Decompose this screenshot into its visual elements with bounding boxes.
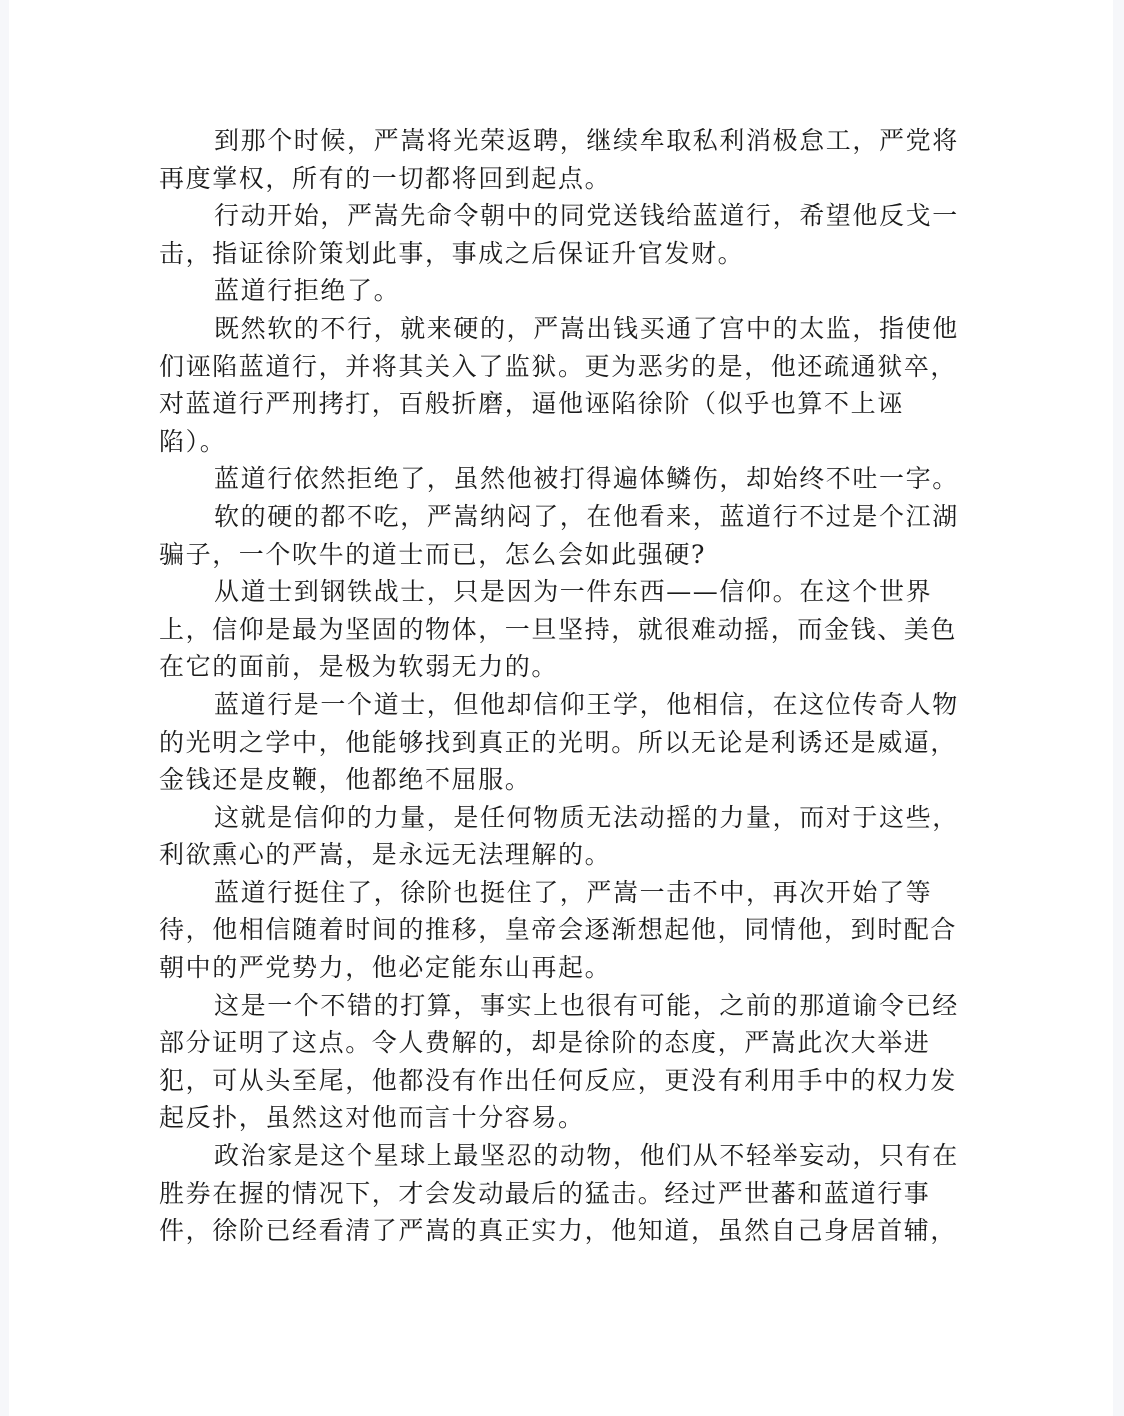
paragraph bbox=[159, 310, 983, 460]
paragraph bbox=[159, 686, 983, 799]
paragraph bbox=[159, 498, 983, 573]
text-line: 件，徐阶已经看清了严嵩的真正实力，他知道，虽然自己身居首辅， bbox=[159, 1216, 958, 1246]
paragraph bbox=[159, 799, 983, 874]
text-line: 部分证明了这点。令人费解的，却是徐阶的态度，严嵩此次大举进 bbox=[159, 1028, 931, 1058]
paragraph bbox=[159, 122, 983, 197]
paragraph bbox=[159, 987, 983, 1137]
text-line: 蓝道行是一个道士，但他却信仰王学，他相信，在这位传奇人物 bbox=[214, 689, 959, 719]
text-line: 蓝道行挺住了，徐阶也挺住了，严嵩一击不中，再次开始了等 bbox=[214, 877, 933, 907]
paragraph bbox=[159, 1137, 983, 1250]
text-line: 这是一个不错的打算，事实上也很有可能，之前的那道谕令已经 bbox=[214, 990, 959, 1020]
text-line: 软的硬的都不吃，严嵩纳闷了，在他看来，蓝道行不过是个江湖 bbox=[214, 501, 959, 531]
text-line: 朝中的严党势力，他必定能东山再起。 bbox=[159, 953, 612, 983]
paragraph bbox=[159, 573, 983, 686]
text-line: 们诬陷蓝道行，并将其关入了监狱。更为恶劣的是，他还疏通狱卒， bbox=[159, 351, 958, 381]
page-sheet bbox=[9, 0, 1113, 1416]
text-line: 上，信仰是最为坚固的物体，一旦坚持，就很难动摇，而金钱、美色 bbox=[159, 614, 958, 644]
text-line: 到那个时候，严嵩将光荣返聘，继续牟取私利消极怠工，严党将 bbox=[214, 126, 959, 155]
text-line: 蓝道行拒绝了。 bbox=[214, 276, 401, 306]
text-line: 骗子，一个吹牛的道士而已，怎么会如此强硬? bbox=[159, 539, 707, 569]
text-line: 胜券在握的情况下，才会发动最后的猛击。经过严世蕃和蓝道行事 bbox=[159, 1178, 931, 1208]
text-line: 行动开始，严嵩先命令朝中的同党送钱给蓝道行，希望他反戈一 bbox=[214, 201, 959, 231]
text-line: 犯，可从头至尾，他都没有作出任何反应，更没有利用手中的权力发 bbox=[159, 1065, 958, 1095]
paragraph bbox=[159, 197, 983, 272]
page-body-text bbox=[159, 122, 983, 1250]
paragraph bbox=[159, 874, 983, 987]
text-line: 再度掌权，所有的一切都将回到起点。 bbox=[159, 163, 612, 193]
text-line: 陷）。 bbox=[159, 426, 227, 456]
text-line: 政治家是这个星球上最坚忍的动物，他们从不轻举妄动，只有在 bbox=[214, 1141, 959, 1171]
text-line: 在它的面前，是极为软弱无力的。 bbox=[159, 652, 559, 682]
text-line: 击，指证徐阶策划此事，事成之后保证升官发财。 bbox=[159, 238, 745, 268]
text-line: 既然软的不行，就来硬的，严嵩出钱买通了宫中的太监，指使他 bbox=[214, 313, 959, 343]
paragraph bbox=[159, 272, 983, 310]
text-line: 待，他相信随着时间的推移，皇帝会逐渐想起他，同情他，到时配合 bbox=[159, 915, 958, 945]
text-line: 的光明之学中，他能够找到真正的光明。所以无论是利诱还是威逼， bbox=[159, 727, 958, 757]
text-line: 金钱还是皮鞭，他都绝不屈服。 bbox=[159, 765, 532, 795]
paragraph bbox=[159, 460, 983, 498]
text-line: 这就是信仰的力量，是任何物质无法动摇的力量，而对于这些， bbox=[214, 802, 959, 832]
text-line: 从道士到钢铁战士，只是因为一件东西——信仰。在这个世界 bbox=[214, 577, 933, 607]
text-line: 利欲熏心的严嵩，是永远无法理解的。 bbox=[159, 840, 612, 870]
text-line: 对蓝道行严刑拷打，百般折磨，逼他诬陷徐阶（似乎也算不上诬 bbox=[159, 389, 904, 419]
text-line: 蓝道行依然拒绝了，虽然他被打得遍体鳞伤，却始终不吐一字。 bbox=[214, 464, 959, 494]
text-line: 起反扑，虽然这对他而言十分容易。 bbox=[159, 1103, 585, 1133]
